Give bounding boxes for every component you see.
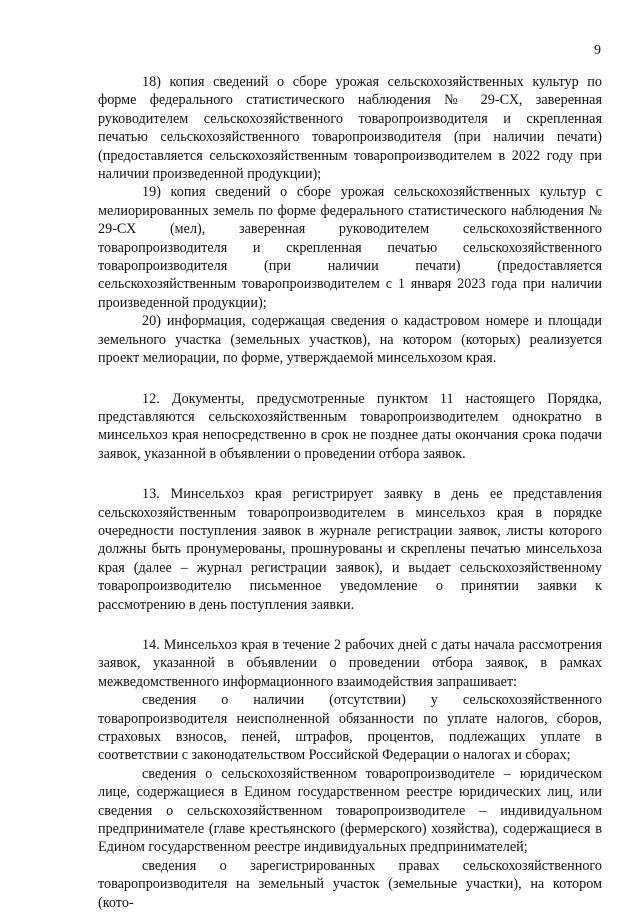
- paragraph: сведения о наличии (отсутствии) у сельскохозяйственного товаропроизводителя неисполненной обязанности по уплате налогов, сборов, страховых взносов, пеней, штрафов, процентов, подлежащих уплате в соответствии с законодательством Российской Федерации о налогах и сборах;: [98, 692, 602, 764]
- paragraph: 19) копия сведений о сборе урожая сельскохозяйственных культур с мелиорированных земель по форме федерального статистического наблюдения № 29-СХ (мел), заверенная руководителем сельскохозяйственного товаропроизводителя и скрепленная печатью сельскохозяйственного товаропроизводителя (при наличии печати) (предоставляется сельскохозяйственным товаропроизводителем с 1 января 2023 года при наличии произведенной продукции);: [98, 184, 602, 311]
- section-spacer: [98, 463, 602, 485]
- paragraph: 14. Минсельхоз края в течение 2 рабочих дней с даты начала рассмотрения заявок, указанной в объявлении о проведении отбора заявок, в рамках межведомственного информационного взаимодействия запрашивает:: [98, 636, 602, 690]
- paragraph: сведения о зарегистрированных правах сельскохозяйственного товаропроизводителя на земельный участок (земельные участки), на котором (кото-: [98, 857, 602, 911]
- section-spacer: [98, 368, 602, 390]
- paragraph: 12. Документы, предусмотренные пунктом 11 настоящего Порядка, представляются сельскохозяйственным товаропроизводителем однократно в минсельхоз края непосредственно в срок не позднее даты окончания срока подачи заявок, указанной в объявлении о проведении отбора заявок.: [98, 390, 602, 462]
- paragraph: 18) копия сведений о сборе урожая сельскохозяйственных культур по форме федерального статистического наблюдения № 29-СХ, заверенная руководителем сельскохозяйственного товаропроизводителя и скрепленная печатью сельскохозяйственного товаропроизводителя (при наличии печати) (предоставляется сельскохозяйственным товаропроизводителем в 2022 году при наличии произведенной продукции);: [98, 74, 602, 183]
- paragraph: сведения о сельскохозяйственном товаропроизводителе – юридическом лице, содержащиеся в Едином государственном реестре юридических лиц, или сведения о сельскохозяйственном товаропроизводителе – индивидуальном предпринимателе (главе крестьянского (фермерского) хозяйства), содержащиеся в Едином государственном реестре индивидуальных предпринимателей;: [98, 765, 602, 856]
- paragraph: 20) информация, содержащая сведения о кадастровом номере и площади земельного участка (земельных участков), на котором (которых) реализуется проект мелиорации, по форме, утверждаемой минсельхозом края.: [98, 313, 602, 367]
- document-body: [98, 73, 602, 912]
- paragraph: 13. Минсельхоз края регистрирует заявку в день ее представления сельскохозяйственным товаропроизводителем в минсельхоз края в порядке очередности поступления заявок в журнале регистрации заявок, листы которого должны быть пронумерованы, прошнурованы и скреплены печатью минсельхоза края (далее – журнал регистрации заявок), и выдает сельскохозяйственному товаропроизводителю письменное уведомление о принятии заявки к рассмотрению в день поступления заявки.: [98, 486, 602, 613]
- section-spacer: [98, 614, 602, 636]
- page-number: 9: [594, 43, 601, 58]
